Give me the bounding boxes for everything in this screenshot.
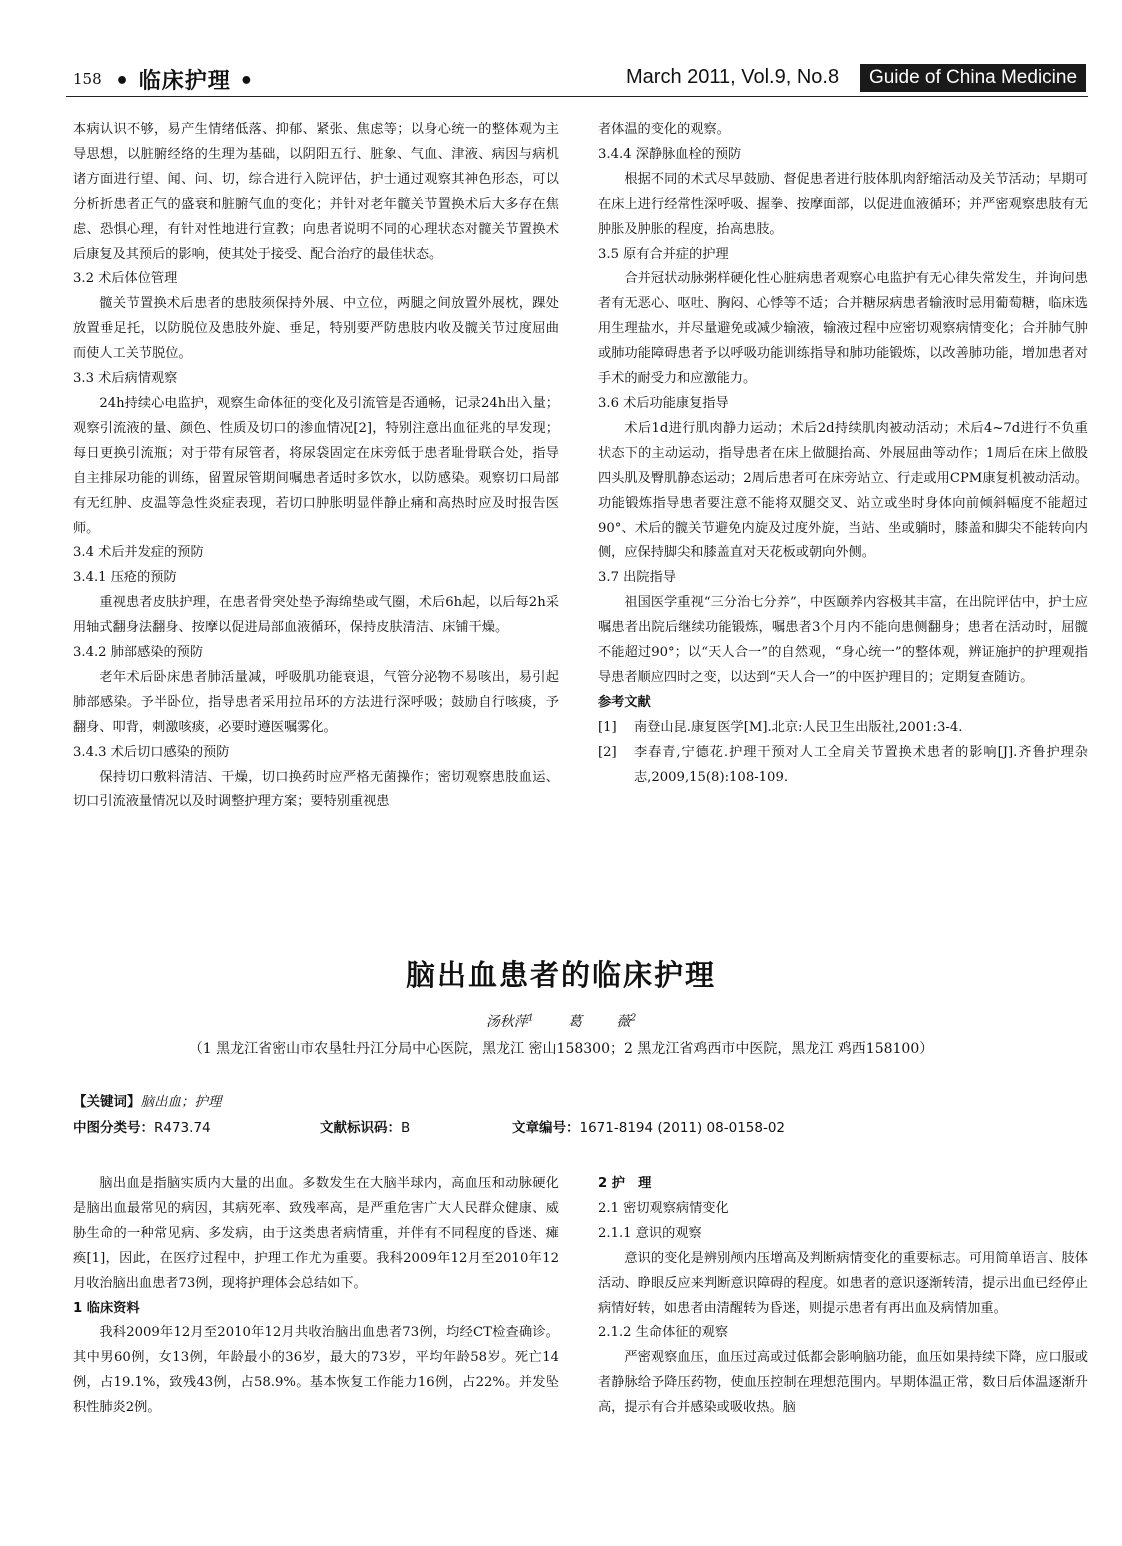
section-heading xyxy=(73,566,559,591)
author-affiliation: （1 黑龙江省密山市农垦牡丹江分局中心医院，黑龙江 密山158300；2 黑龙江省鸡西市中医院，黑龙江 鸡西158100） xyxy=(188,1041,934,1057)
section-heading xyxy=(73,641,559,666)
body-paragraph xyxy=(598,267,1088,392)
paragraph-text: 老年术后卧床患者肺活量减，呼吸肌功能衰退，气管分泌物不易咳出，易引起肺部感染。予半卧位，指导患者采用拉吊环的方法进行深呼吸；鼓励自行咳痰，予翻身、叩背，刺激咳痰，必要时遵医嘱雾化。 xyxy=(73,669,559,735)
paragraph-text: 术后1d进行肌肉静力运动；术后2d持续肌肉被动活动；术后4~7d进行不负重状态下的主动运动，指导患者在床上做腿抬高、外展屈曲等动作；1周后在床上做股四头肌及臀肌静态运动；2周后患者可在床旁站立、行走或用CPM康复机被动活动。功能锻炼指导患者要注意不能将双腿交叉、站立或坐时身体向前倾斜幅度不能超过90°、术后的髋关节避免内旋及过度外旋，当站、坐或躺时，膝盖和脚尖不能转向内侧，应保持脚尖和膝盖直对天花板或朝向外侧。 xyxy=(598,420,1088,561)
paragraph-text: 保持切口敷料清洁、干燥，切口换药时应严格无菌操作；密切观察患肢血运、切口引流液量情况以及时调整护理方案；要特别重视患 xyxy=(73,769,559,810)
author-affiliation-mark: 1 xyxy=(527,1013,534,1024)
reference-item xyxy=(598,716,1088,741)
paragraph-text: 祖国医学重视“三分治七分养”，中医颐养内容极其丰富，在出院评估中，护士应嘱患者出院后继续功能锻炼，嘱患者3个月内不能向患侧翻身；患者在活动时，屈髋不能超过90°；以“天人合一”的自然观，“身心统一”的整体观，辨证施护的护理观指导患者顺应四时之变，以达到“天人合一”的中医护理目的；定期复查随访。 xyxy=(598,595,1088,685)
header-rule xyxy=(66,96,1088,97)
section-heading xyxy=(598,1321,1088,1346)
paragraph-text: 3.4.2 肺部感染的预防 xyxy=(73,645,204,661)
upper-left-column xyxy=(73,118,559,815)
body-paragraph xyxy=(598,417,1088,566)
section-heading xyxy=(598,243,1088,268)
paragraph-text: 参考文献 xyxy=(598,694,651,710)
paragraph-text: 合并冠状动脉粥样硬化性心脏病患者观察心电监护有无心律失常发生，并询问患者有无恶心、呕吐、胸闷、心悸等不适；合并糖尿病患者输液时忌用葡萄糖，临床选用生理盐水，并尽量避免或减少输液，输液过程中应密切观察病情变化；合并肺气肿或肺功能障碍患者予以呼吸功能训练指导和肺功能锻炼，以改善肺功能，增加患者对手术的耐受力和应激能力。 xyxy=(598,271,1088,387)
paragraph-text: 2.1.1 意识的观察 xyxy=(598,1225,702,1241)
keywords-line xyxy=(73,1090,222,1110)
body-paragraph xyxy=(73,1172,559,1297)
paragraph-text: 意识的变化是辨别颅内压增高及判断病情变化的重要标志。可用简单语言、肢体活动、睁眼反应来判断意识障碍的程度。如患者的意识逐渐转清，提示出血已经停止病情好转，如患者由清醒转为昏迷，则提示患者有再出血及病情加重。 xyxy=(598,1250,1088,1316)
body-paragraph xyxy=(598,1247,1088,1322)
paragraph-text: 南登山昆.康复医学[M].北京:人民卫生出版社,2001:3-4. xyxy=(634,719,963,735)
journal-title-banner: Guide of China Medicine xyxy=(860,64,1086,92)
lower-left-column xyxy=(73,1172,559,1421)
paragraph-text: 24h持续心电监护，观察生命体征的变化及引流管是否通畅，记录24h出入量；观察引流液的量、颜色、性质及切口的渗血情况[2]，特别注意出血征兆的早发现；每日更换引流瓶；对于带有尿管者，将尿袋固定在床旁低于患者耻骨联合处，指导自主排尿功能的训练，留置尿管期间嘱患者适时多饮水，以防感染。观察切口局部有无红肿、皮温等急性炎症表现，若切口肿胀明显伴静止痛和高热时应及时报告医师。 xyxy=(73,395,559,536)
body-paragraph xyxy=(73,1321,559,1421)
body-paragraph xyxy=(598,118,1088,143)
doc-code: B xyxy=(401,1120,411,1136)
section-heading xyxy=(598,392,1088,417)
paragraph-text: 3.3 术后病情观察 xyxy=(73,371,178,387)
section-heading xyxy=(73,541,559,566)
paragraph-text: 3.6 术后功能康复指导 xyxy=(598,395,729,411)
page-number: 158 xyxy=(73,70,102,88)
paragraph-text: 脑出血是指脑实质内大量的出血。多数发生在大脑半球内，高血压和动脉硬化是脑出血最常见的病因，其病死率、致残率高，是严重危害广大人民群众健康、威胁生命的一种常见病、多发病，由于这类患者病情重，并伴有不同程度的昏迷、瘫痪[1]，因此，在医疗过程中，护理工作尤为重要。我科2009年12月至2010年12月收治脑出血患者73例，现将护理体会总结如下。 xyxy=(73,1176,559,1291)
paragraph-text: 者体温的变化的观察。 xyxy=(598,122,730,137)
article-number-label: 文章编号： xyxy=(512,1120,580,1136)
paragraph-text: 我科2009年12月至2010年12月共收治脑出血患者73例，均经CT检查确诊。其中男60例，女13例，年龄最小的36岁，最大的73岁，平均年龄58岁。死亡14例，占19.1%，致残43例，占58.9%。基本恢复工作能力16例，占22%。并发坠积性肺炎2例。 xyxy=(73,1325,559,1416)
reference-item xyxy=(598,741,1088,791)
section-heading xyxy=(598,143,1088,168)
paragraph-text: 重视患者皮肤护理，在患者骨突处垫予海绵垫或气圈，术后6h起，以后每2h采用轴式翻身法翻身、按摩以促进局部血液循环，保持皮肤清洁、床铺干燥。 xyxy=(73,595,559,636)
paragraph-text: 根据不同的术式尽早鼓励、督促患者进行肢体肌肉舒缩活动及关节活动；早期可在床上进行经常性深呼吸、握拳、按摩面部，以促进血液循环；并严密观察患肢有无肿胀及肿胀的程度，抬高患肢。 xyxy=(598,171,1088,237)
author-affiliation-mark: 2 xyxy=(630,1013,637,1024)
paragraph-text: 髋关节置换术后患者的患肢须保持外展、中立位，两腿之间放置外展枕，踝处放置垂足托，以防脱位及患肢外旋、垂足，特别要严防患肢内收及髋关节过度屈曲而使人工关节脱位。 xyxy=(73,296,559,362)
journal-section-name: • 临床护理 • xyxy=(115,69,255,94)
section-heading xyxy=(598,566,1088,591)
section-heading xyxy=(73,741,559,766)
upper-right-column xyxy=(598,118,1088,790)
body-paragraph xyxy=(73,118,559,267)
paragraph-text: 2 护 理 xyxy=(598,1176,652,1191)
clc-line xyxy=(73,1116,211,1136)
page-header xyxy=(0,60,1122,104)
article-number-line xyxy=(512,1116,785,1136)
paragraph-text: 严密观察血压，血压过高或过低都会影响脑功能，血压如果持续下降，应口服或者静脉给予降压药物，使血压控制在理想范围内。早期体温正常，数日后体温逐渐升高，提示有合并感染或吸收热。脑 xyxy=(598,1350,1088,1416)
reference-number: [1] xyxy=(598,719,617,735)
paragraph-text: 3.4.4 深静脉血栓的预防 xyxy=(598,146,742,162)
section-heading xyxy=(73,267,559,292)
paragraph-text: 3.2 术后体位管理 xyxy=(73,271,178,287)
author-name: 葛 薇 xyxy=(568,1014,631,1030)
paragraph-text: 3.4.1 压疮的预防 xyxy=(73,570,177,586)
doc-code-label: 文献标识码： xyxy=(320,1120,401,1136)
body-paragraph xyxy=(73,766,559,816)
section-heading xyxy=(598,1197,1088,1222)
keywords: 脑出血；护理 xyxy=(140,1094,222,1110)
paragraph-text: 1 临床资料 xyxy=(73,1300,140,1316)
clc-label: 中图分类号： xyxy=(73,1120,154,1136)
major-heading xyxy=(598,1172,1088,1197)
body-paragraph xyxy=(598,1346,1088,1421)
lower-right-column xyxy=(598,1172,1088,1421)
body-paragraph xyxy=(73,666,559,741)
author-line xyxy=(0,1011,1122,1031)
major-heading xyxy=(598,691,1088,716)
paragraph-text: 3.4 术后并发症的预防 xyxy=(73,545,204,561)
section-heading xyxy=(73,367,559,392)
keywords-label: 【关键词】 xyxy=(73,1094,141,1110)
article-number: 1671-8194 (2011) 08-0158-02 xyxy=(579,1120,786,1136)
section-heading xyxy=(598,1222,1088,1247)
paragraph-text: 3.7 出院指导 xyxy=(598,570,676,586)
major-heading xyxy=(73,1297,559,1322)
paragraph-text: 2.1 密切观察病情变化 xyxy=(598,1200,729,1216)
author-name: 汤秋萍 xyxy=(485,1014,528,1030)
body-paragraph xyxy=(73,292,559,367)
body-paragraph xyxy=(598,168,1088,243)
paragraph-text: 本病认识不够，易产生情绪低落、抑郁、紧张、焦虑等；以身心统一的整体观为主导思想，以脏腑经络的生理为基础，以阴阳五行、脏象、气血、津液、病因与病机诸方面进行望、闻、问、切，综合进行入院评估，护士通过观察其神色形态，可以分析折患者正气的盛衰和脏腑气血的变化；并针对老年髋关节置换术后大多存在焦虑、恐惧心理，有针对性地进行宣教；向患者说明不同的心理状态对髋关节置换术后康复及其预后的影响，使其处于接受、配合治疗的最佳状态。 xyxy=(73,122,559,262)
body-paragraph xyxy=(73,591,559,641)
article-title: 脑出血患者的临床护理 xyxy=(405,958,716,992)
body-paragraph xyxy=(598,591,1088,691)
clc-code: R473.74 xyxy=(154,1120,211,1136)
paragraph-text: 2.1.2 生命体征的观察 xyxy=(598,1325,729,1341)
body-paragraph xyxy=(73,392,559,541)
reference-number: [2] xyxy=(598,744,617,760)
doc-code-line xyxy=(320,1116,410,1136)
paragraph-text: 3.5 原有合并症的护理 xyxy=(598,246,729,262)
paragraph-text: 3.4.3 术后切口感染的预防 xyxy=(73,744,230,760)
issue-info: March 2011, Vol.9, No.8 xyxy=(626,66,840,88)
paragraph-text: 李春青,宁德花.护理干预对人工全肩关节置换术患者的影响[J].齐鲁护理杂志,2009,15(8):108-109. xyxy=(634,744,1088,785)
